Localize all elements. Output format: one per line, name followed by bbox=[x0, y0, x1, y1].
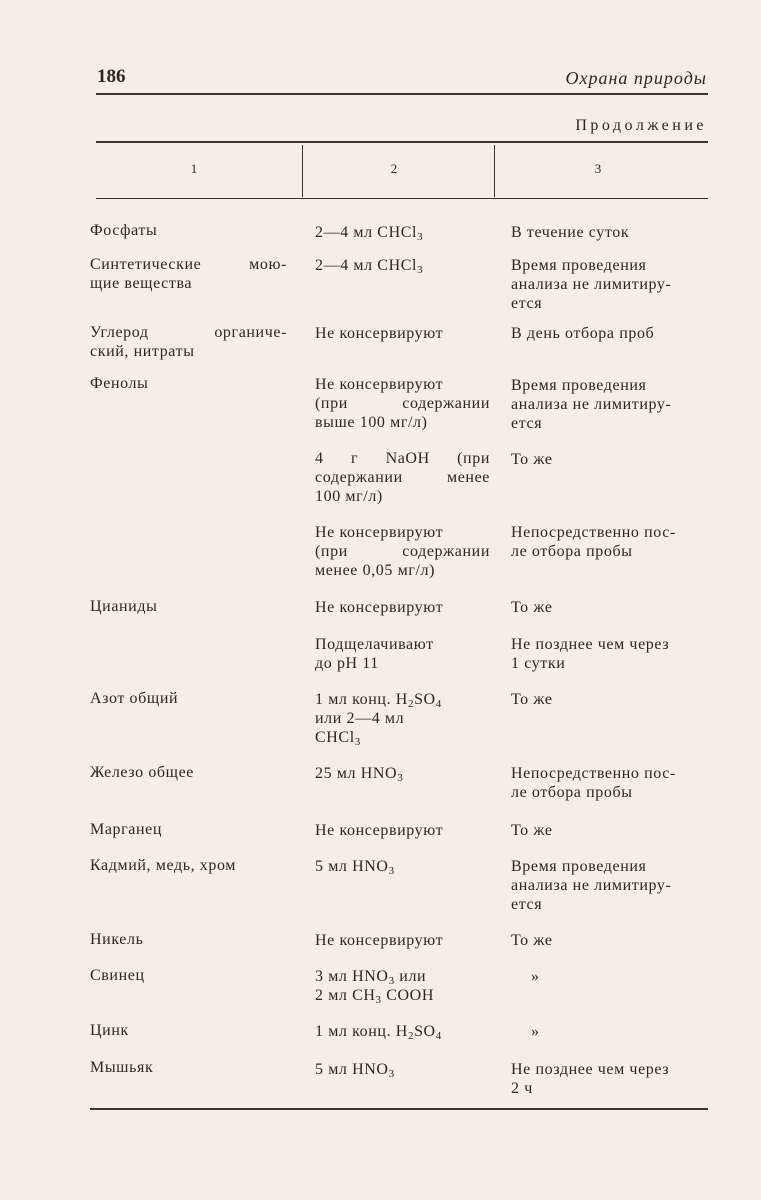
analysis-time-cell bbox=[511, 223, 711, 242]
analysis-time-cell bbox=[511, 967, 711, 986]
analysis-time-cell bbox=[511, 598, 711, 617]
text-line: Не консервируют bbox=[315, 822, 444, 839]
preservation-cell bbox=[315, 690, 490, 747]
continued-label: Продолжение bbox=[575, 117, 707, 134]
preservation-cell bbox=[315, 598, 490, 617]
table-bottom-rule bbox=[90, 1108, 708, 1110]
preservation-cell bbox=[315, 523, 490, 580]
ditto-mark: » bbox=[531, 968, 540, 985]
text-line: Марганец bbox=[90, 821, 163, 838]
analysis-time-cell bbox=[511, 931, 711, 950]
text-line: 4 г NaOH (при bbox=[315, 450, 490, 467]
text-line: или 2—4 мл bbox=[315, 710, 405, 727]
analysis-time-cell bbox=[511, 450, 711, 469]
text-line: менее 0,05 мг/л) bbox=[315, 562, 436, 579]
text-line: ется bbox=[511, 896, 543, 913]
text-line: содержании менее bbox=[315, 469, 490, 486]
text-line: ле отбора пробы bbox=[511, 543, 633, 560]
substance-cell bbox=[90, 374, 287, 393]
text-line: Не консервируют bbox=[315, 599, 444, 616]
text-line: Не консервируют bbox=[315, 524, 444, 541]
preservation-cell bbox=[315, 764, 490, 783]
text-line: Синтетические мою- bbox=[90, 256, 287, 273]
text-line: Мышьяк bbox=[90, 1059, 154, 1076]
analysis-time-cell bbox=[511, 690, 711, 709]
column-divider-2 bbox=[494, 145, 495, 197]
text-line: В день отбора проб bbox=[511, 325, 655, 342]
text-line: Время проведения bbox=[511, 377, 647, 394]
text-line: 1 мл конц. $H_2SO_4$ bbox=[315, 1023, 442, 1042]
preservation-cell bbox=[315, 256, 490, 275]
substance-cell bbox=[90, 930, 287, 949]
preservation-cell bbox=[315, 223, 490, 242]
text-line: ется bbox=[511, 415, 543, 432]
preservation-cell bbox=[315, 967, 490, 1005]
preservation-cell bbox=[315, 375, 490, 432]
text-line: 2 ч bbox=[511, 1080, 533, 1097]
text-line: В течение суток bbox=[511, 224, 630, 241]
analysis-time-cell bbox=[511, 635, 711, 673]
column-number-2: 2 bbox=[390, 161, 398, 176]
table-head-rule bbox=[96, 198, 708, 199]
text-line: CHCl$_3$ bbox=[315, 729, 361, 748]
text-line: выше 100 мг/л) bbox=[315, 414, 428, 431]
substance-cell bbox=[90, 966, 287, 985]
text-line: ский, нитраты bbox=[90, 343, 195, 360]
preservation-cell bbox=[315, 324, 490, 343]
text-line: Подщелачивают bbox=[315, 636, 434, 653]
text-line: Углерод органиче- bbox=[90, 324, 287, 341]
text-line: Железо общее bbox=[90, 764, 194, 781]
text-line: То же bbox=[511, 451, 553, 468]
column-number-3: 3 bbox=[594, 161, 602, 176]
text-line: 1 сутки bbox=[511, 655, 566, 672]
running-title: Охрана природы bbox=[565, 68, 707, 88]
text-line: То же bbox=[511, 932, 553, 949]
text-line: 5 мл $HNO_3$ bbox=[315, 1061, 395, 1080]
substance-cell bbox=[90, 1021, 287, 1040]
text-line: Никель bbox=[90, 931, 144, 948]
text-line: Азот общий bbox=[90, 690, 179, 707]
analysis-time-cell bbox=[511, 764, 711, 802]
text-line: Непосредственно пос- bbox=[511, 524, 676, 541]
table-top-rule bbox=[96, 141, 708, 143]
text-line: Фенолы bbox=[90, 375, 149, 392]
column-divider-1 bbox=[302, 145, 303, 197]
analysis-time-cell bbox=[511, 324, 711, 343]
text-line: (при содержании bbox=[315, 543, 490, 560]
text-line: анализа не лимитиру- bbox=[511, 276, 672, 293]
analysis-time-cell bbox=[511, 1060, 711, 1098]
substance-cell bbox=[90, 221, 287, 240]
text-line: Кадмий, медь, хром bbox=[90, 857, 237, 874]
text-line: анализа не лимитиру- bbox=[511, 396, 672, 413]
text-line: 2—4 мл CHCl$_3$ bbox=[315, 224, 424, 243]
text-line: 25 мл $HNO_3$ bbox=[315, 765, 404, 784]
text-line: Цинк bbox=[90, 1022, 129, 1039]
text-line: 3 мл $HNO_3$ или bbox=[315, 968, 427, 987]
preservation-cell bbox=[315, 857, 490, 876]
substance-cell bbox=[90, 255, 287, 293]
analysis-time-cell bbox=[511, 857, 711, 914]
header-rule bbox=[96, 93, 708, 95]
preservation-cell bbox=[315, 1060, 490, 1079]
analysis-time-cell bbox=[511, 821, 711, 840]
substance-cell bbox=[90, 597, 287, 616]
text-line: ется bbox=[511, 295, 543, 312]
ditto-mark: » bbox=[531, 1023, 540, 1040]
text-line: Цианиды bbox=[90, 598, 158, 615]
text-line: анализа не лимитиру- bbox=[511, 877, 672, 894]
preservation-cell bbox=[315, 1022, 490, 1041]
text-line: Не позднее чем через bbox=[511, 636, 670, 653]
text-line: 2—4 мл CHCl$_3$ bbox=[315, 257, 424, 276]
text-line: Не консервируют bbox=[315, 932, 444, 949]
text-line: Время проведения bbox=[511, 858, 647, 875]
text-line: Не консервируют bbox=[315, 376, 444, 393]
text-line: до pH 11 bbox=[315, 655, 379, 672]
text-line: То же bbox=[511, 599, 553, 616]
substance-cell bbox=[90, 323, 287, 361]
analysis-time-cell bbox=[511, 376, 711, 433]
text-line: Не позднее чем через bbox=[511, 1061, 670, 1078]
preservation-cell bbox=[315, 449, 490, 506]
text-line: Свинец bbox=[90, 967, 145, 984]
text-line: То же bbox=[511, 822, 553, 839]
substance-cell bbox=[90, 1058, 287, 1077]
text-line: щие вещества bbox=[90, 275, 193, 292]
text-line: 1 мл конц. $H_2SO_4$ bbox=[315, 691, 442, 710]
substance-cell bbox=[90, 856, 287, 875]
page-number: 186 bbox=[97, 66, 126, 87]
substance-cell bbox=[90, 689, 287, 708]
text-line: (при содержании bbox=[315, 395, 490, 412]
analysis-time-cell bbox=[511, 1022, 711, 1041]
preservation-cell bbox=[315, 821, 490, 840]
text-line: Не консервируют bbox=[315, 325, 444, 342]
text-line: Непосредственно пос- bbox=[511, 765, 676, 782]
substance-cell bbox=[90, 820, 287, 839]
column-number-1: 1 bbox=[190, 161, 198, 176]
text-line: ле отбора пробы bbox=[511, 784, 633, 801]
text-line: То же bbox=[511, 691, 553, 708]
text-line: 100 мг/л) bbox=[315, 488, 383, 505]
analysis-time-cell bbox=[511, 256, 711, 313]
text-line: Фосфаты bbox=[90, 222, 158, 239]
substance-cell bbox=[90, 763, 287, 782]
text-line: Время проведения bbox=[511, 257, 647, 274]
preservation-cell bbox=[315, 931, 490, 950]
text-line: 2 мл $CH_3$ COOH bbox=[315, 987, 434, 1006]
text-line: 5 мл $HNO_3$ bbox=[315, 858, 395, 877]
analysis-time-cell bbox=[511, 523, 711, 561]
preservation-cell bbox=[315, 635, 490, 673]
